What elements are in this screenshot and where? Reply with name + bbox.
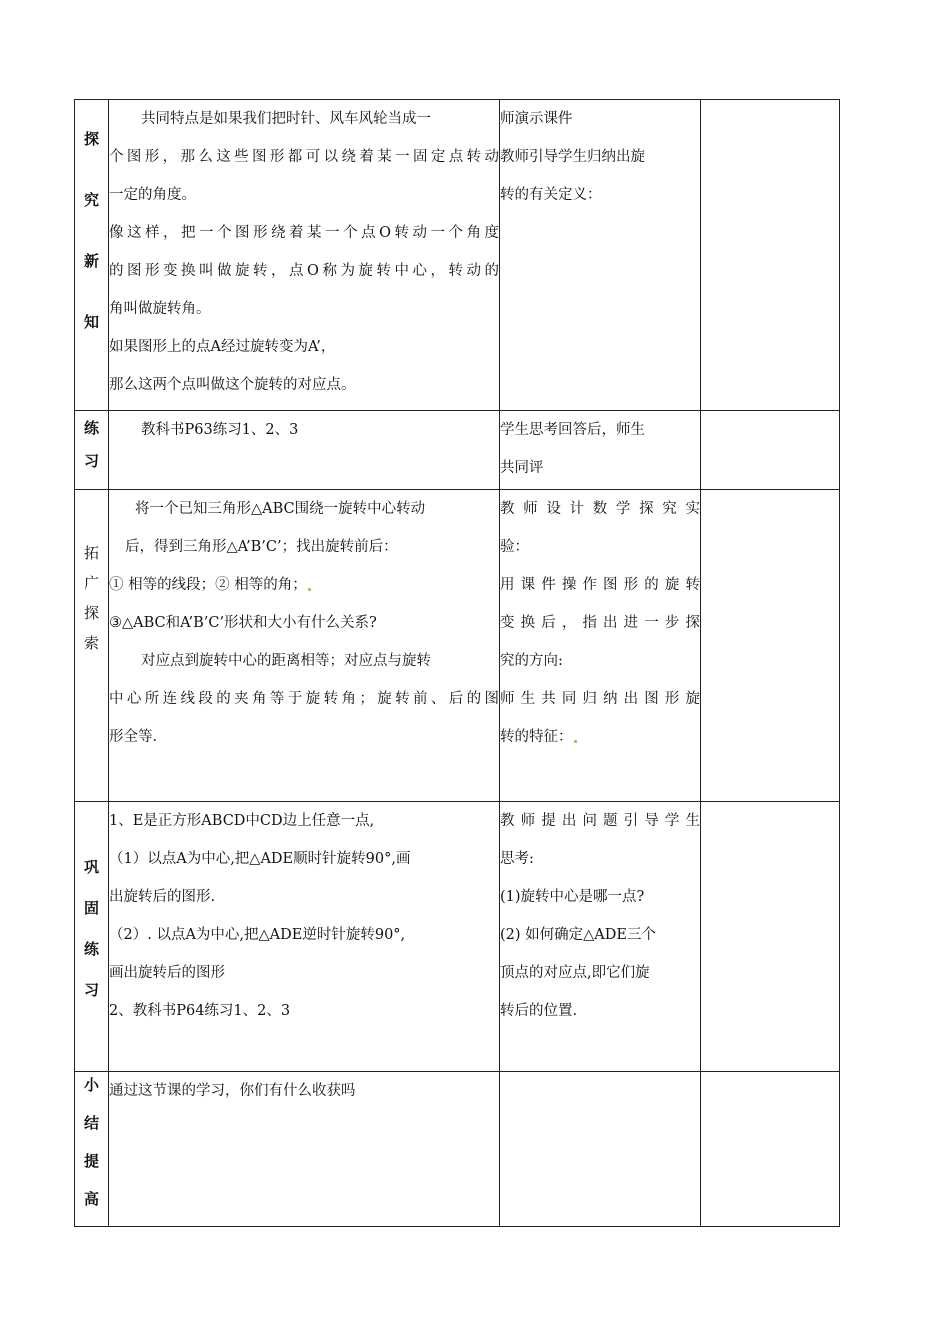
content-text: ① 相等的线段；② 相等的角； bbox=[109, 577, 307, 593]
content-line: 形全等. bbox=[109, 729, 158, 745]
section-char: 练 bbox=[83, 940, 99, 958]
notes-cell bbox=[701, 802, 840, 1072]
content-line: 对应点到旋转中心的距离相等；对应点与旋转 bbox=[141, 653, 431, 669]
teacher-activity-cell bbox=[500, 490, 701, 802]
teacher-line bbox=[500, 718, 700, 756]
content-line: 教科书P63练习1、2、3 bbox=[141, 422, 299, 438]
section-char: 拓 bbox=[83, 544, 99, 562]
teacher-line: 验： bbox=[500, 539, 529, 555]
content-line: ③△ABC和A’B’C’形状和大小有什么关系? bbox=[109, 615, 377, 631]
content-line: 个图形，那么这些图形都可以绕着某一固定点转动 bbox=[109, 149, 499, 165]
section-char: 索 bbox=[83, 634, 99, 652]
section-label-summary bbox=[75, 1072, 109, 1227]
content-line: 后，得到三角形△A’B’C’；找出旋转前后： bbox=[125, 539, 398, 555]
teacher-line: 思考: bbox=[500, 851, 534, 867]
content-line: （2）. 以点A为中心,把△ADE逆时针旋转90°, bbox=[109, 927, 406, 943]
content-cell bbox=[109, 100, 500, 411]
section-char: 巩 bbox=[83, 858, 99, 876]
teacher-activity-cell bbox=[500, 802, 701, 1072]
content-line: 通过这节课的学习，你们有什么收获吗 bbox=[109, 1083, 356, 1099]
content-line: 中心所连线段的夹角等于旋转角；旋转前、后的图 bbox=[109, 691, 499, 707]
notes-cell bbox=[701, 490, 840, 802]
notes-cell bbox=[701, 100, 840, 411]
content-cell bbox=[109, 490, 500, 802]
section-char: 小 bbox=[83, 1076, 99, 1094]
section-char: 习 bbox=[83, 981, 99, 999]
teacher-text: 转的特征： bbox=[500, 729, 573, 745]
section-char: 新 bbox=[83, 252, 99, 270]
content-line: 的图形变换叫做旋转，点O称为旋转中心，转动的 bbox=[109, 263, 499, 279]
teacher-line: 教师引导学生归纳出旋 bbox=[500, 149, 645, 165]
content-line: 2、教科书P64练习1、2、3 bbox=[109, 1003, 291, 1019]
section-char: 固 bbox=[83, 899, 99, 917]
section-char: 探 bbox=[83, 130, 99, 148]
section-char: 知 bbox=[83, 313, 99, 331]
section-char: 提 bbox=[83, 1152, 99, 1170]
section-char: 练 bbox=[83, 419, 99, 437]
table-row-summary bbox=[75, 1072, 840, 1227]
content-line: 共同特点是如果我们把时针、风车风轮当成一 bbox=[141, 111, 431, 127]
section-char: 广 bbox=[83, 574, 99, 592]
teacher-line: 顶点的对应点,即它们旋 bbox=[500, 965, 650, 981]
notes-cell bbox=[701, 1072, 840, 1227]
section-char: 习 bbox=[83, 452, 99, 470]
content-line: 画出旋转后的图形 bbox=[109, 965, 225, 981]
table-row-explore-new-knowledge bbox=[75, 100, 840, 411]
notes-cell bbox=[701, 411, 840, 490]
section-label-practice bbox=[75, 411, 109, 490]
section-label-explore bbox=[75, 100, 109, 411]
teacher-line: 转后的位置. bbox=[500, 1003, 578, 1019]
teacher-line: (2) 如何确定△ADE三个 bbox=[500, 927, 656, 943]
section-label-extension bbox=[75, 490, 109, 802]
content-cell bbox=[109, 1072, 500, 1227]
content-line: 将一个已知三角形△ABC围绕一旋转中心转动 bbox=[135, 501, 426, 517]
content-line: 像这样，把一个图形绕着某一个点O转动一个角度 bbox=[109, 225, 499, 241]
teacher-line: 学生思考回答后，师生 bbox=[500, 422, 645, 438]
teacher-line: 用课件操作图形的旋转 bbox=[500, 577, 700, 593]
section-char: 探 bbox=[83, 604, 99, 622]
mark-dot bbox=[308, 588, 311, 591]
teacher-activity-cell bbox=[500, 1072, 701, 1227]
content-line: 一定的角度。 bbox=[109, 187, 196, 203]
content-line: （1）以点A为中心,把△ADE顺时针旋转90°,画 bbox=[109, 851, 411, 867]
teacher-line: 师生共同归纳出图形旋 bbox=[500, 691, 700, 707]
section-char: 高 bbox=[83, 1190, 99, 1208]
content-line bbox=[109, 566, 499, 604]
teacher-line: 教师提出问题引导学生 bbox=[500, 813, 700, 829]
content-line: 那么这两个点叫做这个旋转的对应点。 bbox=[109, 377, 356, 393]
teacher-line: 共同评 bbox=[500, 460, 544, 476]
content-line: 1、E是正方形ABCD中CD边上任意一点, bbox=[109, 813, 375, 829]
lesson-plan-table bbox=[74, 99, 840, 1227]
teacher-line: 教师设计数学探究实 bbox=[500, 501, 700, 517]
section-label-consolidation bbox=[75, 802, 109, 1072]
table-row-consolidation bbox=[75, 802, 840, 1072]
teacher-line: (1)旋转中心是哪一点? bbox=[500, 889, 645, 905]
content-cell bbox=[109, 411, 500, 490]
teacher-line: 变换后，指出进一步探 bbox=[500, 615, 700, 631]
content-cell bbox=[109, 802, 500, 1072]
section-char: 究 bbox=[83, 191, 99, 209]
table-row-extension bbox=[75, 490, 840, 802]
teacher-line: 师演示课件 bbox=[500, 111, 573, 127]
teacher-activity-cell bbox=[500, 411, 701, 490]
mark-dot bbox=[574, 740, 577, 743]
content-line: 出旋转后的图形. bbox=[109, 889, 216, 905]
content-line: 角叫做旋转角。 bbox=[109, 301, 211, 317]
section-char: 结 bbox=[83, 1114, 99, 1132]
teacher-activity-cell bbox=[500, 100, 701, 411]
teacher-line: 究的方向: bbox=[500, 653, 563, 669]
teacher-line: 转的有关定义： bbox=[500, 187, 602, 203]
table-row-practice bbox=[75, 411, 840, 490]
content-line: 如果图形上的点A经过旋转变为A’， bbox=[109, 339, 336, 355]
